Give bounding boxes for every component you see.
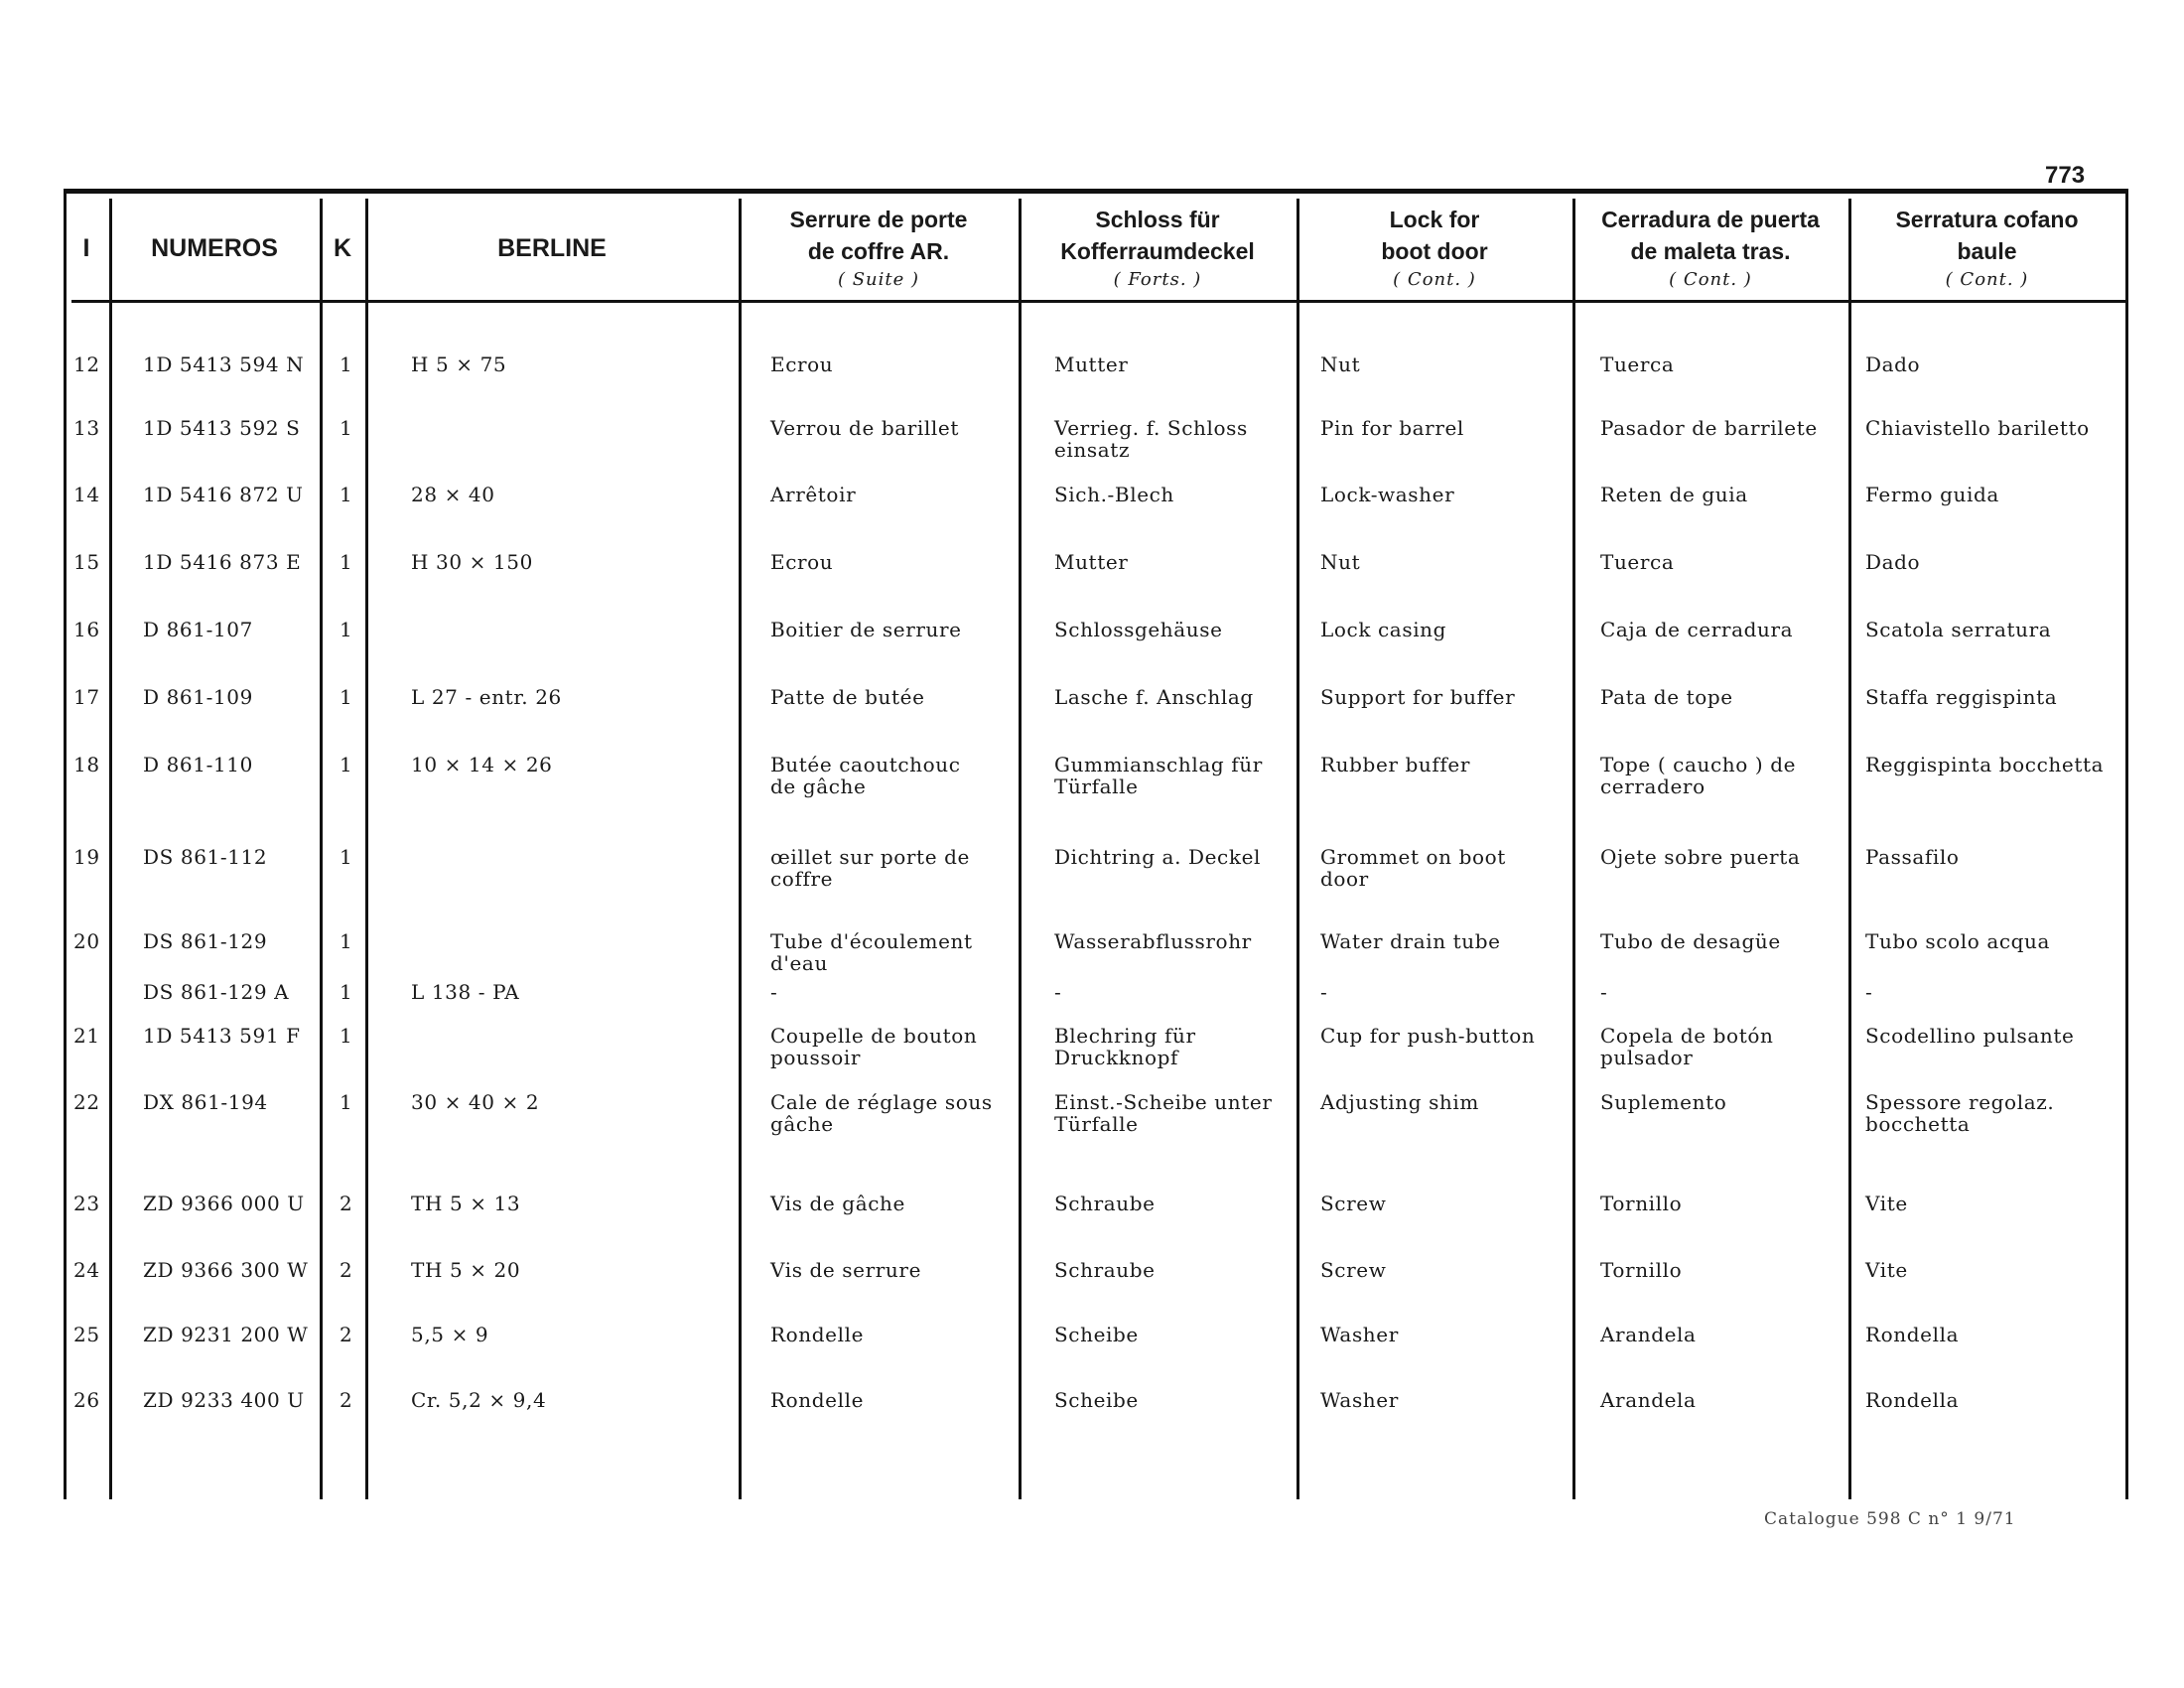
description-german: Schraube: [1054, 1192, 1156, 1215]
description-german: Scheibe: [1054, 1388, 1139, 1412]
description-spanish: -: [1600, 980, 1608, 1004]
header-english-sub: ( Cont. ): [1393, 269, 1476, 290]
description-german: Mutter: [1054, 352, 1129, 376]
description-german: Lasche f. Anschlag: [1054, 685, 1254, 709]
description-italian: Spessore regolaz. bocchetta: [1865, 1090, 2055, 1136]
row-index: 23: [73, 1192, 100, 1215]
table-top-rule: [64, 189, 2128, 194]
quantity-k: 1: [340, 753, 353, 776]
quantity-k: 2: [340, 1323, 353, 1346]
description-french: Ecrou: [770, 352, 834, 376]
description-spanish: Reten de guia: [1600, 483, 1748, 506]
column-divider: [1848, 199, 1851, 1499]
column-divider: [64, 189, 67, 1499]
header-french-line2: de coffre AR.: [807, 238, 950, 264]
description-english: Support for buffer: [1320, 685, 1516, 709]
header-german: [1019, 203, 1297, 294]
description-german: Mutter: [1054, 550, 1129, 574]
row-index: 25: [73, 1323, 100, 1346]
row-index: 19: [73, 845, 100, 869]
berline-spec: Cr. 5,2 × 9,4: [411, 1388, 547, 1412]
header-spanish-sub: ( Cont. ): [1669, 269, 1752, 290]
quantity-k: 1: [340, 550, 353, 574]
description-french: Vis de gâche: [770, 1192, 905, 1215]
header-numeros: [109, 203, 320, 294]
description-french: Butée caoutchouc de gâche: [770, 753, 961, 798]
description-spanish: Tuerca: [1600, 550, 1675, 574]
part-number: ZD 9366 300 W: [143, 1258, 309, 1282]
row-index: 21: [73, 1024, 100, 1048]
part-number: 1D 5416 872 U: [143, 483, 304, 506]
quantity-k: 1: [340, 685, 353, 709]
description-german: Schraube: [1054, 1258, 1156, 1282]
header-french-sub: ( Suite ): [837, 269, 920, 290]
row-index: 24: [73, 1258, 100, 1282]
description-german: Einst.-Scheibe unter Türfalle: [1054, 1090, 1273, 1136]
header-numeros-label: NUMEROS: [151, 234, 278, 262]
description-german: Gummianschlag für Türfalle: [1054, 753, 1263, 798]
description-spanish: Caja de cerradura: [1600, 618, 1794, 641]
description-english: Adjusting shim: [1320, 1090, 1479, 1114]
row-index: 16: [73, 618, 100, 641]
description-english: Nut: [1320, 550, 1361, 574]
description-italian: Vite: [1865, 1258, 1908, 1282]
row-index: 20: [73, 929, 100, 953]
row-index: 13: [73, 416, 100, 440]
column-divider: [2125, 189, 2128, 1499]
row-index: 15: [73, 550, 100, 574]
page-number: 773: [2045, 162, 2086, 189]
header-english-line1: Lock for: [1389, 207, 1480, 232]
description-italian: Rondella: [1865, 1323, 1960, 1346]
description-german: Sich.-Blech: [1054, 483, 1174, 506]
description-english: Lock casing: [1320, 618, 1447, 641]
part-number: 1D 5413 594 N: [143, 352, 305, 376]
description-italian: Staffa reggispinta: [1865, 685, 2058, 709]
description-french: Tube d'écoulement d'eau: [770, 929, 973, 975]
description-german: Scheibe: [1054, 1323, 1139, 1346]
description-english: -: [1320, 980, 1328, 1004]
column-divider: [1572, 199, 1575, 1499]
header-k-label: K: [333, 234, 352, 262]
part-number: DX 861-194: [143, 1090, 268, 1114]
header-spanish-line1: Cerradura de puerta: [1601, 207, 1820, 232]
description-spanish: Tubo de desagüe: [1600, 929, 1781, 953]
column-divider: [320, 199, 323, 1499]
description-french: œillet sur porte de coffre: [770, 845, 970, 891]
description-italian: Scodellino pulsante: [1865, 1024, 2075, 1048]
header-french: [739, 203, 1019, 294]
berline-spec: L 138 - PA: [411, 980, 520, 1004]
description-german: Schlossgehäuse: [1054, 618, 1223, 641]
header-german-line1: Schloss für: [1095, 207, 1220, 232]
description-english: Screw: [1320, 1192, 1387, 1215]
description-spanish: Tuerca: [1600, 352, 1675, 376]
description-english: Rubber buffer: [1320, 753, 1470, 776]
header-italian-sub: ( Cont. ): [1945, 269, 2029, 290]
description-italian: -: [1865, 980, 1873, 1004]
header-german-line2: Kofferraumdeckel: [1060, 238, 1255, 264]
header-index-label: I: [82, 234, 90, 262]
quantity-k: 1: [340, 618, 353, 641]
header-english-line2: boot door: [1381, 238, 1488, 264]
header-k: [320, 203, 365, 294]
description-french: Ecrou: [770, 550, 834, 574]
description-italian: Rondella: [1865, 1388, 1960, 1412]
header-berline: [365, 203, 739, 294]
description-italian: Dado: [1865, 550, 1921, 574]
column-divider: [109, 199, 112, 1499]
header-italian-line1: Serratura cofano: [1895, 207, 2079, 232]
description-italian: Fermo guida: [1865, 483, 1999, 506]
description-italian: Scatola serratura: [1865, 618, 2052, 641]
quantity-k: 1: [340, 845, 353, 869]
description-german: Verrieg. f. Schloss einsatz: [1054, 416, 1248, 462]
part-number: 1D 5413 591 F: [143, 1024, 301, 1048]
part-number: D 861-107: [143, 618, 253, 641]
description-english: Lock-washer: [1320, 483, 1455, 506]
description-italian: Passafilo: [1865, 845, 1960, 869]
berline-spec: 28 × 40: [411, 483, 495, 506]
row-index: 17: [73, 685, 100, 709]
description-english: Nut: [1320, 352, 1361, 376]
description-spanish: Arandela: [1600, 1388, 1697, 1412]
description-spanish: Tornillo: [1600, 1258, 1683, 1282]
quantity-k: 1: [340, 980, 353, 1004]
part-number: ZD 9366 000 U: [143, 1192, 305, 1215]
berline-spec: L 27 - entr. 26: [411, 685, 562, 709]
description-french: Boitier de serrure: [770, 618, 962, 641]
description-french: Rondelle: [770, 1323, 865, 1346]
description-english: Washer: [1320, 1388, 1399, 1412]
header-berline-label: BERLINE: [497, 234, 607, 262]
column-divider: [739, 199, 742, 1499]
part-number: D 861-109: [143, 685, 253, 709]
part-number: DS 861-112: [143, 845, 268, 869]
row-index: 12: [73, 352, 100, 376]
description-spanish: Pata de tope: [1600, 685, 1733, 709]
column-divider: [365, 199, 368, 1499]
header-english: [1297, 203, 1572, 294]
description-italian: Chiavistello bariletto: [1865, 416, 2090, 440]
description-french: Verrou de barillet: [770, 416, 959, 440]
header-spanish: [1572, 203, 1848, 294]
description-italian: Reggispinta bocchetta: [1865, 753, 2105, 776]
description-spanish: Pasador de barrilete: [1600, 416, 1818, 440]
part-number: 1D 5416 873 E: [143, 550, 302, 574]
description-french: Rondelle: [770, 1388, 865, 1412]
quantity-k: 1: [340, 1090, 353, 1114]
berline-spec: 5,5 × 9: [411, 1323, 489, 1346]
description-spanish: Suplemento: [1600, 1090, 1727, 1114]
description-italian: Tubo scolo acqua: [1865, 929, 2051, 953]
description-french: Cale de réglage sous gâche: [770, 1090, 993, 1136]
quantity-k: 1: [340, 1024, 353, 1048]
description-english: Water drain tube: [1320, 929, 1501, 953]
quantity-k: 1: [340, 352, 353, 376]
row-index: 22: [73, 1090, 100, 1114]
description-english: Washer: [1320, 1323, 1399, 1346]
column-divider: [1019, 199, 1022, 1499]
header-bottom-rule: [71, 300, 2128, 303]
berline-spec: TH 5 × 20: [411, 1258, 521, 1282]
quantity-k: 2: [340, 1258, 353, 1282]
quantity-k: 1: [340, 929, 353, 953]
description-english: Cup for push-button: [1320, 1024, 1536, 1048]
description-spanish: Tope ( caucho ) de cerradero: [1600, 753, 1797, 798]
header-italian: [1848, 203, 2125, 294]
part-number: ZD 9231 200 W: [143, 1323, 309, 1346]
description-spanish: Arandela: [1600, 1323, 1697, 1346]
berline-spec: 30 × 40 × 2: [411, 1090, 540, 1114]
description-french: Arrêtoir: [770, 483, 857, 506]
description-spanish: Copela de botón pulsador: [1600, 1024, 1774, 1069]
part-number: DS 861-129 A: [143, 980, 290, 1004]
description-french: Coupelle de bouton poussoir: [770, 1024, 978, 1069]
header-italian-line2: baule: [1957, 238, 2017, 264]
header-index: [64, 203, 109, 294]
header-german-sub: ( Forts. ): [1113, 269, 1202, 290]
part-number: DS 861-129: [143, 929, 268, 953]
part-number: D 861-110: [143, 753, 253, 776]
description-german: Blechring für Druckknopf: [1054, 1024, 1196, 1069]
part-number: ZD 9233 400 U: [143, 1388, 305, 1412]
description-italian: Dado: [1865, 352, 1921, 376]
description-german: Wasserabflussrohr: [1054, 929, 1252, 953]
description-french: -: [770, 980, 778, 1004]
berline-spec: TH 5 × 13: [411, 1192, 521, 1215]
berline-spec: H 5 × 75: [411, 352, 507, 376]
quantity-k: 1: [340, 483, 353, 506]
row-index: 18: [73, 753, 100, 776]
berline-spec: 10 × 14 × 26: [411, 753, 553, 776]
description-german: Dichtring a. Deckel: [1054, 845, 1262, 869]
description-english: Screw: [1320, 1258, 1387, 1282]
row-index: 26: [73, 1388, 100, 1412]
description-spanish: Ojete sobre puerta: [1600, 845, 1801, 869]
quantity-k: 2: [340, 1388, 353, 1412]
header-french-line1: Serrure de porte: [789, 207, 968, 232]
berline-spec: H 30 × 150: [411, 550, 533, 574]
parts-table: [64, 189, 2128, 1499]
row-index: 14: [73, 483, 100, 506]
description-italian: Vite: [1865, 1192, 1908, 1215]
quantity-k: 2: [340, 1192, 353, 1215]
description-english: Pin for barrel: [1320, 416, 1464, 440]
description-spanish: Tornillo: [1600, 1192, 1683, 1215]
description-french: Patte de butée: [770, 685, 925, 709]
header-spanish-line2: de maleta tras.: [1630, 238, 1791, 264]
quantity-k: 1: [340, 416, 353, 440]
catalogue-footer: Catalogue 598 C n° 1 9/71: [1764, 1509, 2016, 1529]
description-german: -: [1054, 980, 1062, 1004]
description-french: Vis de serrure: [770, 1258, 922, 1282]
part-number: 1D 5413 592 S: [143, 416, 301, 440]
description-english: Grommet on boot door: [1320, 845, 1506, 891]
